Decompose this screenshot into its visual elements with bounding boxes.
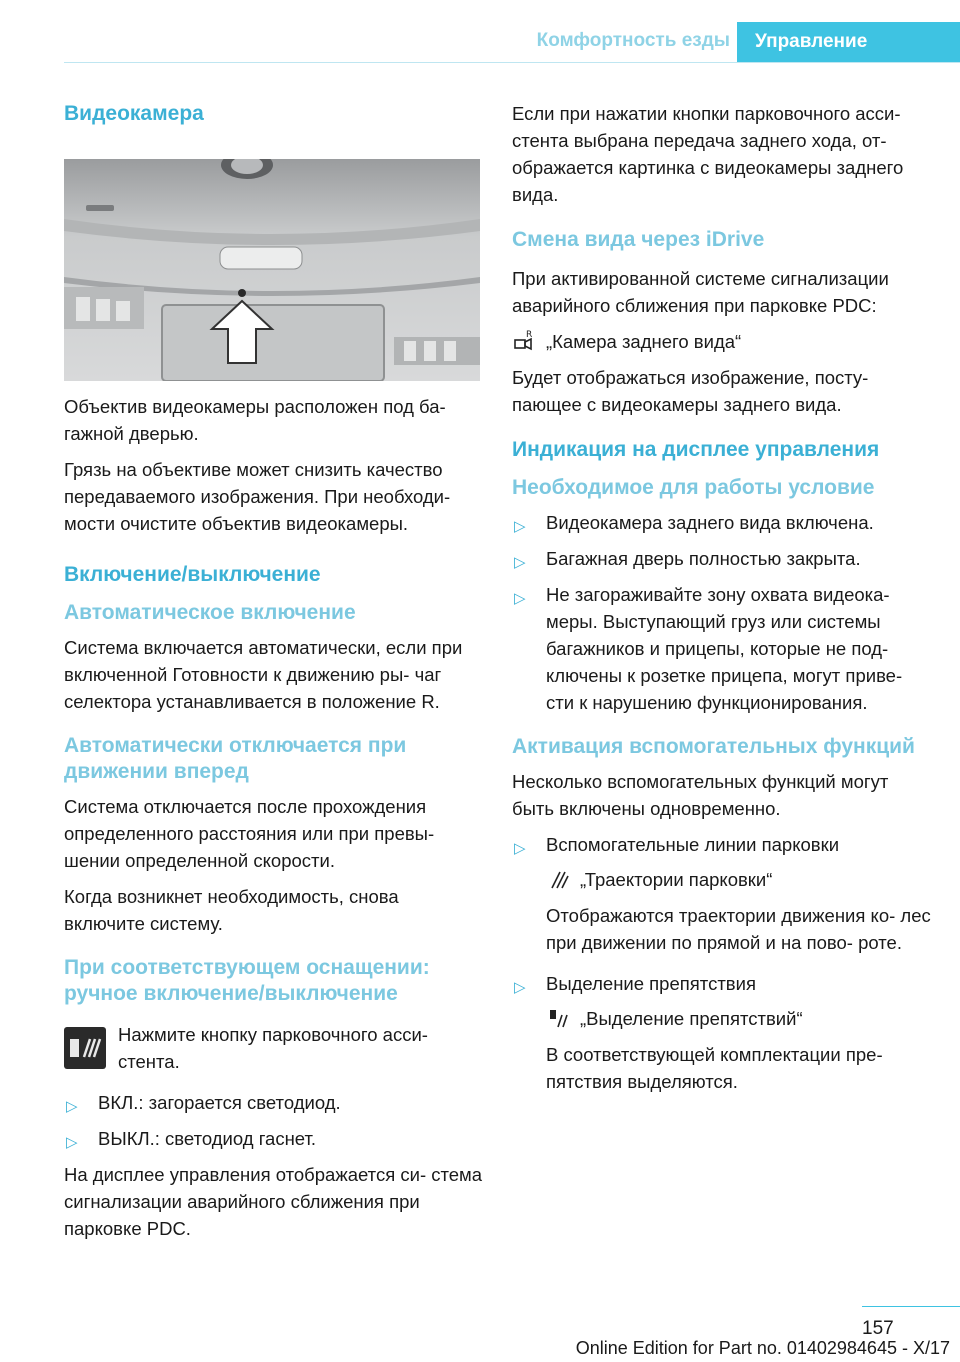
menu-camera-label: „Камера заднего вида“ — [546, 331, 742, 352]
heading-requirements: Необходимое для работы условие — [512, 476, 875, 499]
menu-camera-line — [512, 328, 932, 355]
triangle-bullet-icon: ▷ — [514, 979, 526, 996]
parking-paths-icon — [546, 866, 580, 892]
list-item: ▷ ВЫКЛ.: светодиод гаснет. — [64, 1125, 484, 1152]
rear-camera-menu-icon — [512, 328, 546, 354]
triangle-bullet-icon: ▷ — [514, 840, 526, 857]
paths-description: Отображаются траектории движения ко‐ лес при движении по прямой и на пово‐ роте. — [546, 905, 931, 953]
list-item: ▷ Багажная дверь полностью закрыта. — [512, 545, 932, 572]
heading-aux-functions: Активация вспомогательных функций — [512, 735, 915, 758]
aux-functions-list — [512, 831, 932, 1095]
paragraph-idrive: При активированной системе сигнализации аварийного сближения при парковке PDC: — [512, 268, 889, 316]
svg-text:R: R — [526, 330, 533, 340]
triangle-bullet-icon: ▷ — [514, 590, 526, 607]
obstacle-description: В соответствующей комплектации пре‐ пятствия выделяются. — [546, 1044, 883, 1092]
page-number: 157 — [862, 1318, 894, 1339]
list-item: ▷ ВКЛ.: загорается светодиод. — [64, 1089, 484, 1116]
obstacle-marking-icon — [546, 1005, 580, 1031]
left-column — [64, 100, 484, 1251]
header-rule — [64, 62, 960, 63]
footer-rule — [862, 1306, 960, 1307]
triangle-bullet-icon: ▷ — [66, 1098, 78, 1115]
triangle-bullet-icon: ▷ — [66, 1134, 78, 1151]
parking-assistant-button-icon — [64, 1027, 106, 1069]
heading-idrive: Смена вида через iDrive — [512, 228, 765, 251]
heading-control-display: Индикация на дисплее управления — [512, 438, 880, 461]
list-item: ▷ Видеокамера заднего вида включена. — [512, 509, 932, 536]
heading-on-off: Включение/выключение — [64, 563, 321, 586]
list-item: ▷ Вспомогательные линии парковки „Траектории парковки“ Отображаются траектории движения ко‐ лес при движении по прямой и на пово‐ роте. — [512, 831, 932, 956]
page-header — [0, 22, 960, 62]
list-item: ▷ Не загораживайте зону охвата видеока‐ меры. Выступающий груз или системы багажников и прицепы, которые не под‐ ключены к розетке прицепа, могут приве‐ сти к нарушению функционирования. — [514, 584, 903, 713]
button-instruction — [64, 1021, 484, 1075]
requirements-list — [512, 509, 932, 716]
triangle-bullet-icon: ▷ — [514, 518, 526, 535]
title-camera: Видеокамера — [64, 102, 204, 125]
menu-paths-line — [546, 866, 932, 893]
paragraph-aux-functions: Несколько вспомогательных функций могут быть включены одновременно. — [512, 771, 889, 819]
paragraph-pdc-display: На дисплее управления отображается си‐ стема сигнализации аварийного сближения при парковке PDC. — [64, 1164, 483, 1239]
on-off-list — [64, 1089, 484, 1152]
paragraph-reverse-gear: Если при нажатии кнопки парковочного асси‐ стента выбрана передача заднего хода, от‐ ображается картинка с видеокамеры заднего вида. — [512, 103, 904, 205]
header-chapter-tab: Управление — [737, 22, 960, 62]
heading-auto-off: Автоматически отключается при движении вперед — [64, 734, 407, 783]
list-item: ▷ Выделение препятствия „Выделение препятствий“ В соответствующей комплектации пре‐ пятствия выделяются. — [512, 970, 932, 1095]
paragraph-image-shown: Будет отображаться изображение, посту‐ пающее с видеокамеры заднего вида. — [512, 367, 869, 415]
menu-obstacle-label: „Выделение препятствий“ — [580, 1008, 803, 1029]
paragraph-auto-on: Система включается автоматически, если при включенной Готовности к движению ры‐ чаг селектора устанавливается в положение R. — [64, 637, 463, 712]
menu-paths-label: „Траектории парковки“ — [580, 869, 773, 890]
edition-note: Online Edition for Part no. 01402984645 - X/17 — [575, 1338, 950, 1358]
paragraph-auto-off-1: Система отключается после прохождения определенного расстояния или при превы‐ шении определенной скорости. — [64, 796, 435, 871]
heading-manual: При соответствующем оснащении: ручное включение/выключение — [64, 956, 430, 1005]
paragraph-press-button: Нажмите кнопку парковочного асси‐ стента. — [118, 1024, 428, 1072]
heading-auto-on: Автоматическое включение — [64, 601, 356, 624]
paragraph-lens-location: Объектив видеокамеры расположен под ба‐ гажной дверью. — [64, 396, 446, 444]
right-column — [512, 100, 932, 1104]
paragraph-dirt-warning: Грязь на объективе может снизить качество передаваемого изображения. При необходи‐ мости очистите объектив видеокамеры. — [64, 459, 451, 534]
menu-obstacle-line — [546, 1005, 932, 1032]
paragraph-auto-off-2: Когда возникнет необходимость, снова включите систему. — [64, 886, 399, 934]
header-section: Комфортность езды — [536, 30, 730, 51]
triangle-bullet-icon: ▷ — [514, 554, 526, 571]
rear-camera-photo — [64, 159, 480, 381]
